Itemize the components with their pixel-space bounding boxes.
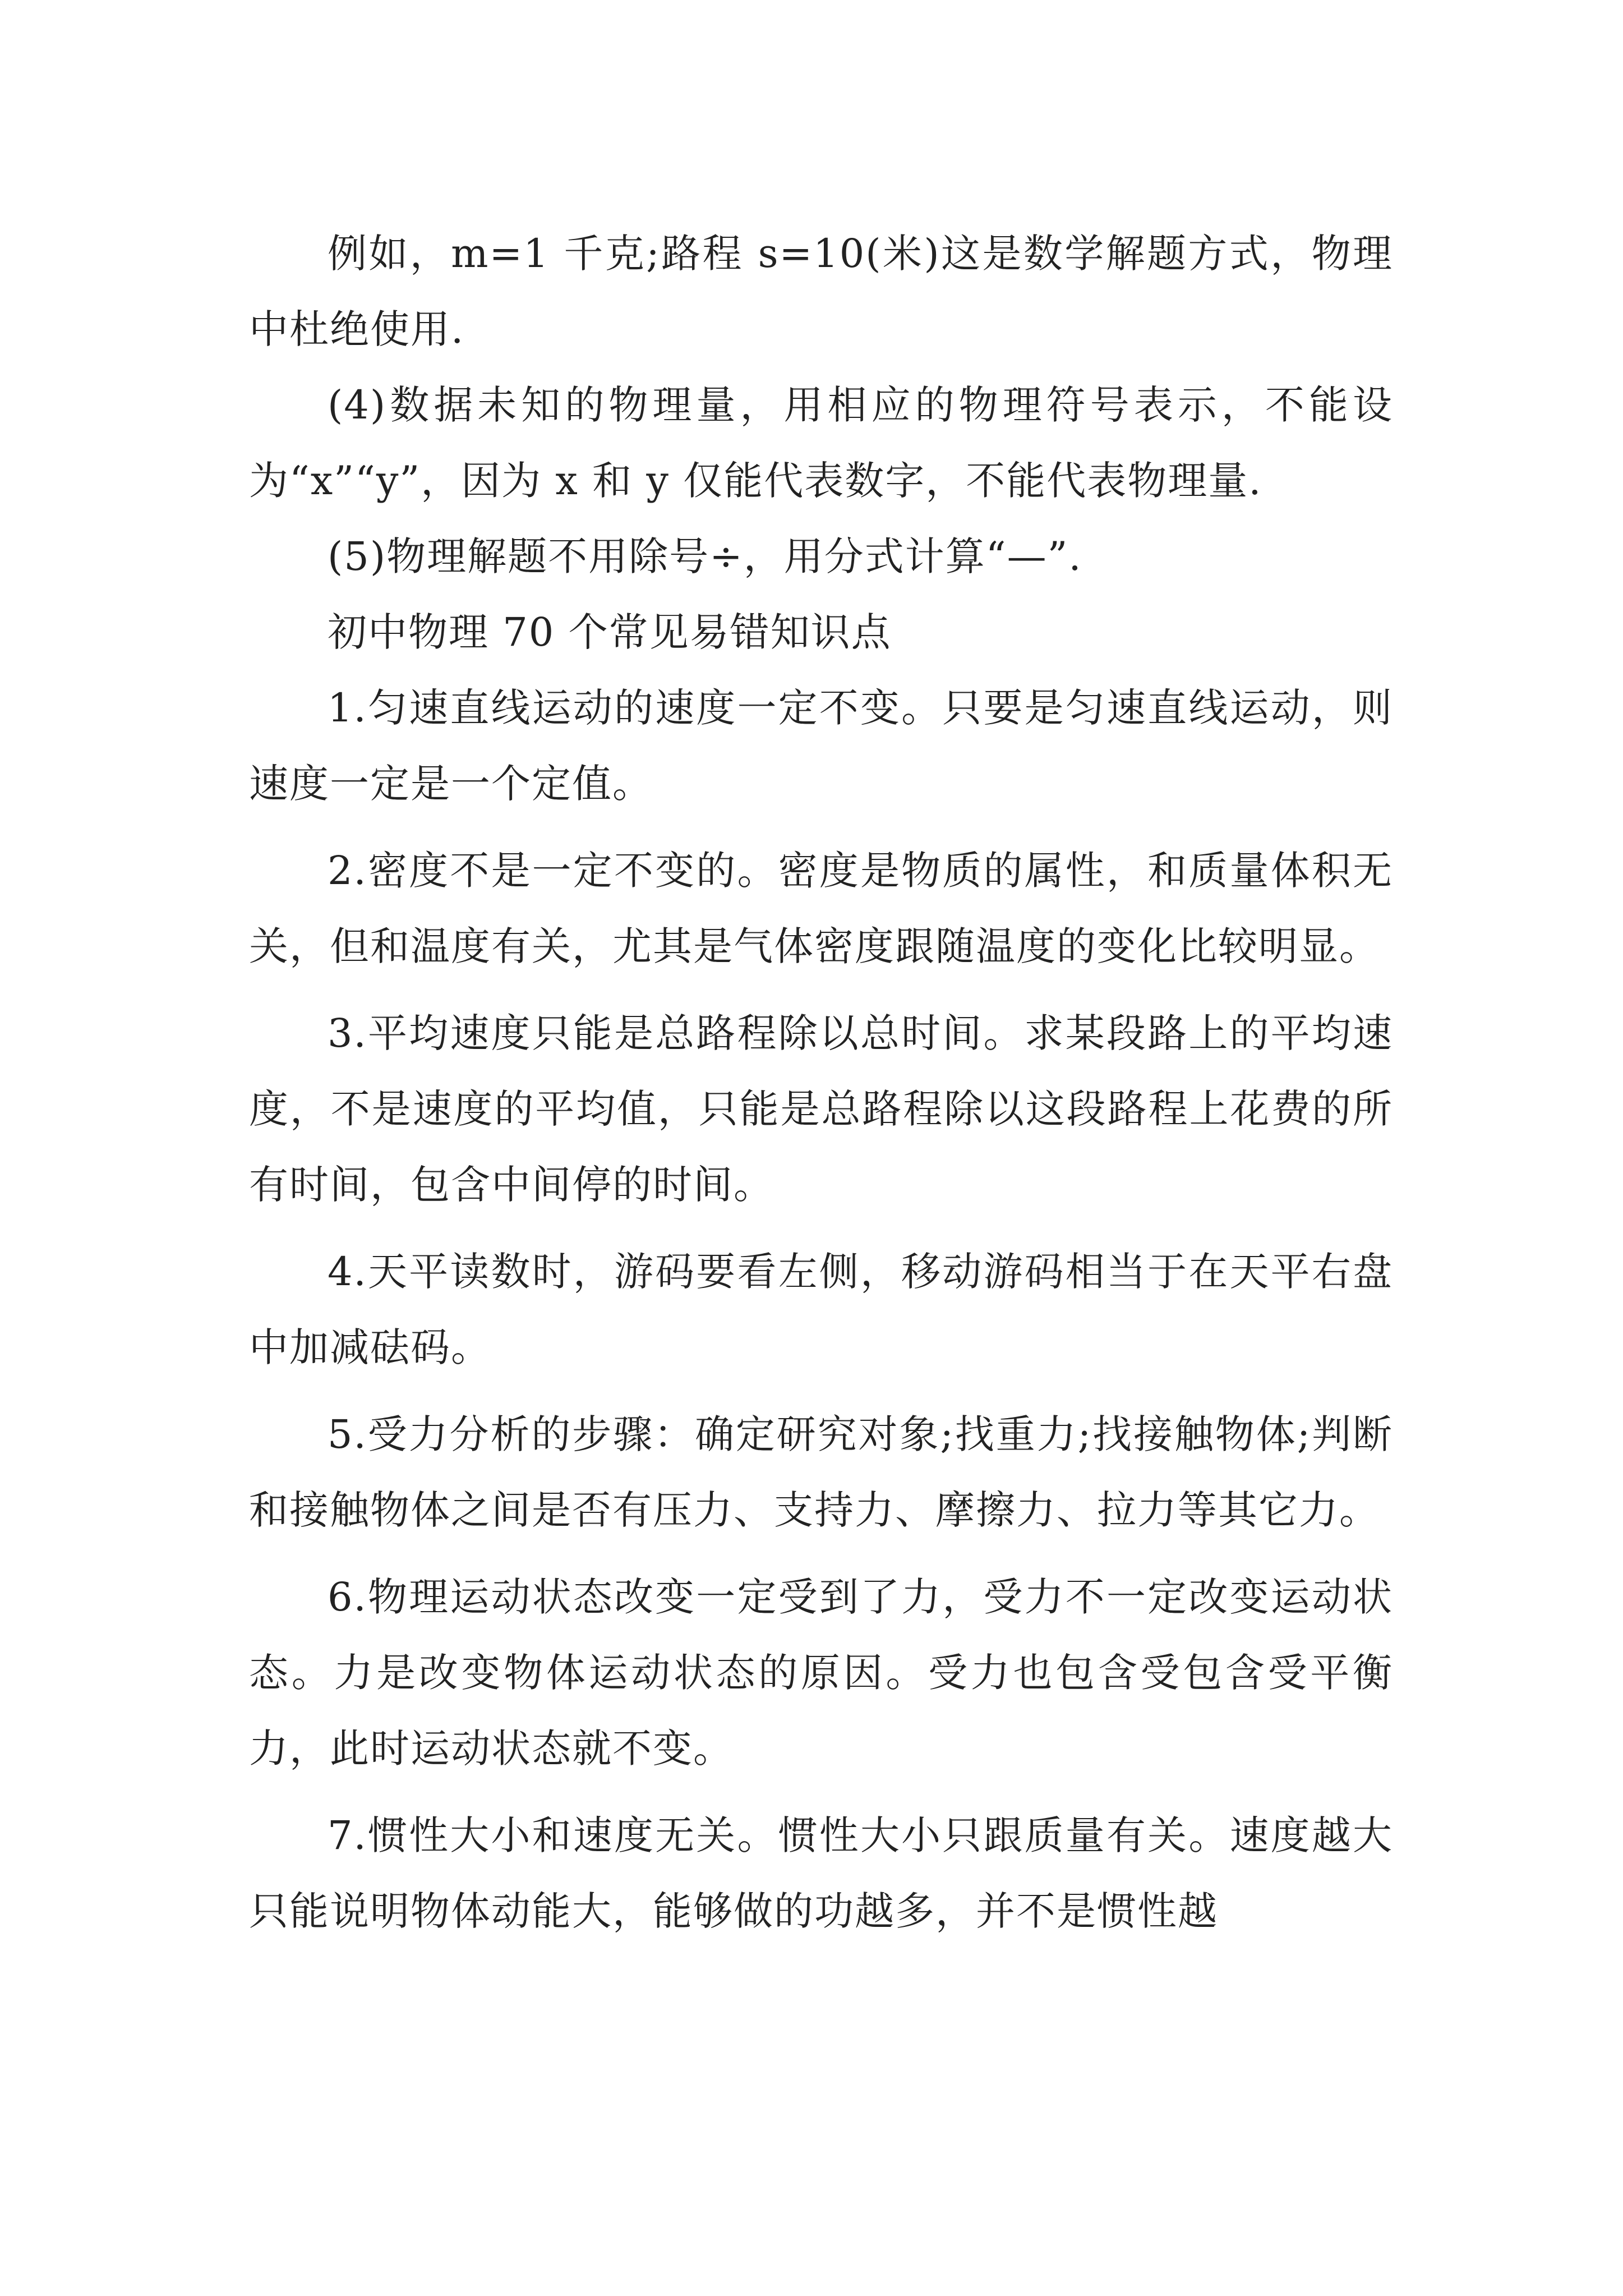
list-item-7: 7.惯性大小和速度无关。惯性大小只跟质量有关。速度越大只能说明物体动能大，能够做的功越多，并不是惯性越	[249, 1812, 1393, 1934]
list-item-6: 6.物理运动状态改变一定受到了力，受力不一定改变运动状态。力是改变物体运动状态的原因。受力也包含受包含受平衡力，此时运动状态就不变。	[249, 1574, 1393, 1772]
document-body	[249, 216, 1393, 1949]
list-item-2: 2.密度不是一定不变的。密度是物质的属性，和质量体积无关，但和温度有关，尤其是气体密度跟随温度的变化比较明显。	[249, 848, 1393, 969]
list-item-3: 3.平均速度只能是总路程除以总时间。求某段路上的平均速度，不是速度的平均值，只能是总路程除以这段路程上花费的所有时间，包含中间停的时间。	[249, 1010, 1393, 1208]
list-item-5: 5.受力分析的步骤：确定研究对象;找重力;找接触物体;判断和接触物体之间是否有压力、支持力、摩擦力、拉力等其它力。	[249, 1411, 1393, 1533]
paragraph-rule-4: (4)数据未知的物理量，用相应的物理符号表示，不能设为“x”“y”，因为 x 和 y 仅能代表数字，不能代表物理量.	[249, 382, 1393, 504]
paragraph-rule-5: (5)物理解题不用除号÷，用分式计算“—”.	[328, 533, 1082, 579]
list-item-1: 1.匀速直线运动的速度一定不变。只要是匀速直线运动，则速度一定是一个定值。	[249, 685, 1393, 807]
section-heading: 初中物理 70 个常见易错知识点	[328, 609, 892, 655]
list-item-4: 4.天平读数时，游码要看左侧，移动游码相当于在天平右盘中加减砝码。	[249, 1249, 1393, 1370]
paragraph-mks-example: 例如，m=1 千克;路程 s=10(米)这是数学解题方式，物理中杜绝使用.	[249, 231, 1393, 352]
